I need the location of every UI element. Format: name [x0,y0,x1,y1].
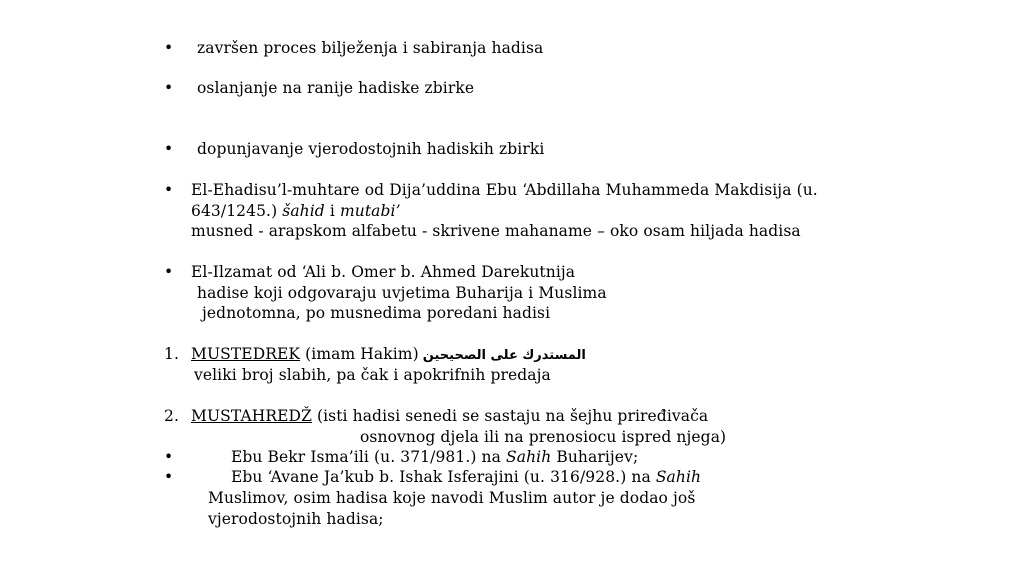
item-zavrsen: završen proces bilježenja i sabiranja hadisa [197,39,544,57]
item-ilzamat-line3: jednotomna, po musnedima poredani hadisi [202,304,551,322]
bullet: • [164,79,174,97]
bullet: • [164,468,174,486]
ebu-bekr-text: Ebu Bekr Isma’ili (u. 371/981.) na [231,448,507,466]
bullet: • [164,263,174,281]
ebu-avane-text: Ebu ‘Avane Ja’kub b. Ishak Isferajini (u. 316/928.) na [231,468,656,486]
muslimov-line: Muslimov, osim hadisa koje navodi Muslim autor je dodao još [208,489,696,507]
bullet: • [164,448,174,466]
mustedrek-line1 [191,344,586,366]
vjerodostojnih-line: vjerodostojnih hadisa; [208,510,384,528]
item-dopunjavanje: dopunjavanje vjerodostojnih hadiskih zbirki [197,140,545,158]
mustedrek-arabic-title: المستدرك على الصحيحين [422,348,586,363]
mustedrek-line2: veliki broj slabih, pa čak i apokrifnih predaja [194,366,551,384]
item-ilzamat-line1: El-Ilzamat od ‘Ali b. Omer b. Ahmed Darekutnija [191,263,576,281]
mustahredz-line2: osnovnog djela ili na prenosiocu ispred njega) [360,428,727,446]
mustedrek-title: MUSTEDREK [191,345,301,363]
bullet: • [164,181,174,199]
bullet: • [164,140,174,158]
item-ehadis-line2 [191,201,401,221]
item-ilzamat-line2: hadise koji odgovaraju uvjetima Buharija i Muslima [197,284,607,302]
item-oslanjanje: oslanjanje na ranije hadiske zbirke [197,79,475,97]
ebu-avane-line [231,467,701,487]
item-ehadis-line3: musned - arapskom alfabetu - skrivene mahaname – oko osam hiljada hadisa [191,222,801,240]
number-2: 2. [164,407,179,425]
item-ehadis-line1: El-Ehadisu’l-muhtare od Dija’uddina Ebu ‘Abdillaha Muhammeda Makdisija (u. [191,181,818,199]
mustahredz-line1 [191,406,708,426]
ebu-bekr-rest: Buharijev; [551,448,639,466]
mustahredz-title: MUSTAHREDŽ [191,407,312,425]
ehadis-conj: i [324,202,340,220]
ehadis-sahid: šahid [282,202,325,220]
ebu-bekr-sahih: Sahih [506,448,552,466]
ehadis-date: 643/1245.) [191,202,283,220]
bullet: • [164,39,174,57]
number-1: 1. [164,345,179,363]
ehadis-mutabi: mutabi’ [339,202,401,220]
ebu-avane-sahih: Sahih [655,468,702,486]
mustedrek-author: (imam Hakim) [300,345,419,363]
mustahredz-desc: (isti hadisi senedi se sastaju na šejhu priređivača [311,407,709,425]
ebu-bekr-line [231,447,638,467]
